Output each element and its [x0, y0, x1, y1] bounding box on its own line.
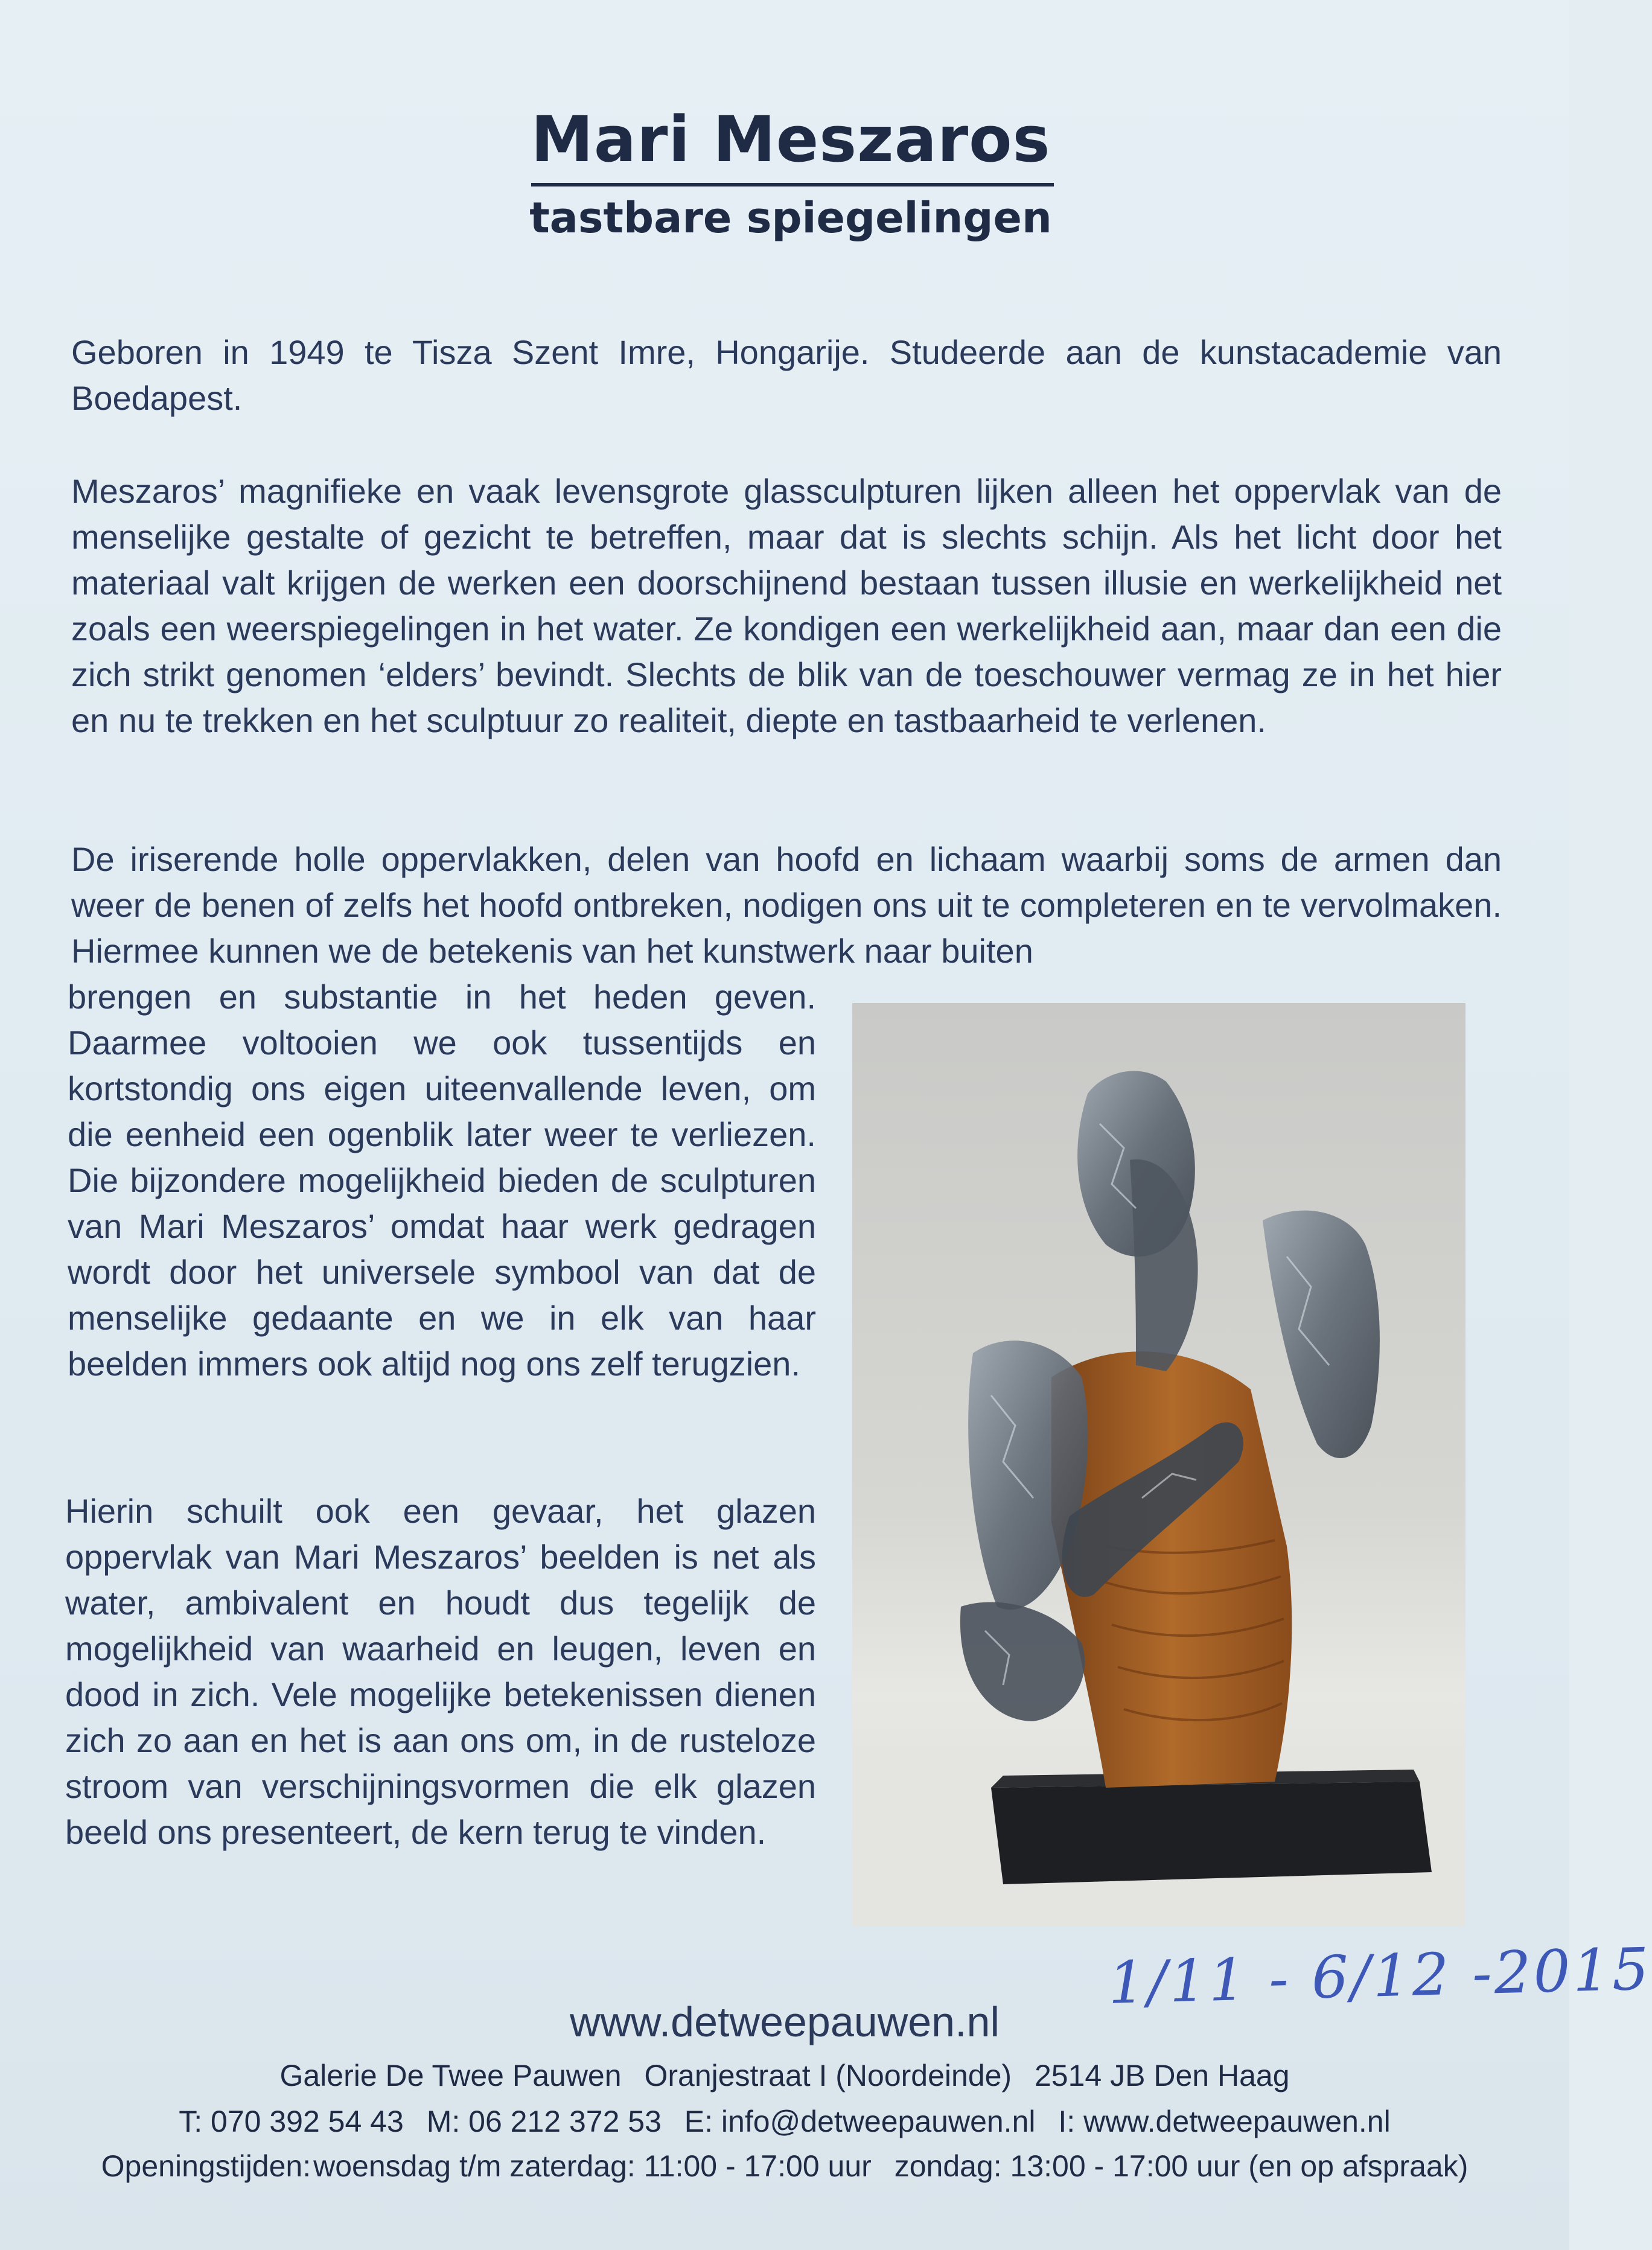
footer-hours-line	[24, 2149, 1545, 2184]
sculpture-photo	[852, 1003, 1465, 1927]
footer-address-line	[24, 2058, 1545, 2093]
paragraph-surfaces-continued: brengen en substantie in het heden geven. Daarmee voltooien we ook tussentijds en kortstondig ons eigen uiteenvallende leven, om die eenheid een ogenblik later weer te verliezen. Die bijzondere mogelijkheid bieden de sculpturen van Mari Meszaros’ omdat haar werk gedragen wordt door het universele symbool van dat de menselijke gedaante en we in elk van haar beelden immers ook altijd nog ons zelf terugzien.	[68, 978, 816, 1383]
page-title: Mari Meszaros	[531, 103, 1051, 176]
hours-weekdays: woensdag t/m zaterdag: 11:00 - 17:00 uur	[313, 2149, 872, 2183]
page-subtitle: tastbare spiegelingen	[529, 193, 1052, 243]
paragraph-surfaces: De iriserende holle oppervlakken, delen van hoofd en lichaam waarbij soms de armen dan weer de benen of zelfs het hoofd ontbreken, nodigen ons uit te completeren en te vervolmaken. Hiermee kunnen we de betekenis van het kunstwerk naar buiten	[71, 840, 1502, 970]
gallery-address: Oranjestraat I (Noordeinde)	[644, 2059, 1012, 2092]
paragraph-danger: Hierin schuilt ook een gevaar, het glazen oppervlak van Mari Meszaros’ beelden is net als water, ambivalent en houdt dus tegelijk de mogelijkheid van waarheid en leugen, leven en dood in zich. Vele mogelijke betekenissen dienen zich zo aan en het is aan ons om, in de rusteloze stroom van verschijningsvormen die elk glazen beeld ons presenteert, de kern terug te vinden.	[65, 1492, 816, 1851]
email-address: E: info@detweepauwen.nl	[684, 2105, 1036, 2138]
hours-label: Openingstijden:	[101, 2149, 311, 2183]
footer-contact-line	[24, 2104, 1545, 2139]
paragraph-glass-sculptures: Meszaros’ magnifieke en vaak levensgrote glassculpturen lijken alleen het oppervlak van de menselijke gestalte of gezicht te betreffen, maar dat is slechts schijn. Als het licht door het materiaal valt krijgen de werken een doorschijnend bestaan tussen illusie en werkelijkheid net zoals een weerspiegelingen in het water. Ze kondigen een werkelijkheid aan, maar dan een die zich strikt genomen ‘elders’ bevindt. Slechts de blik van de toeschouwer vermag ze in het hier en nu te trekken en het sculptuur zo realiteit, diepte en tastbaarheid te verlenen.	[71, 472, 1502, 739]
paragraph-biography: Geboren in 1949 te Tisza Szent Imre, Hongarije. Studeerde aan de kunstacademie van Boedapest.	[71, 333, 1502, 417]
gallery-city: 2514 JB Den Haag	[1035, 2059, 1290, 2092]
phone-number: T: 070 392 54 43	[179, 2105, 404, 2138]
mobile-number: M: 06 212 372 53	[426, 2105, 662, 2138]
gallery-name: Galerie De Twee Pauwen	[279, 2059, 622, 2092]
website-link[interactable]: www.detweepauwen.nl	[569, 1998, 1000, 2045]
web-address: I: www.detweepauwen.nl	[1058, 2105, 1391, 2138]
hours-sunday: zondag: 13:00 - 17:00 uur (en op afspraak)	[894, 2149, 1469, 2183]
handwritten-exhibition-dates: 1/11 - 6/12 -2015	[1107, 1935, 1652, 2017]
glass-sculpture-image	[852, 1003, 1465, 1927]
title-underline	[531, 183, 1054, 186]
